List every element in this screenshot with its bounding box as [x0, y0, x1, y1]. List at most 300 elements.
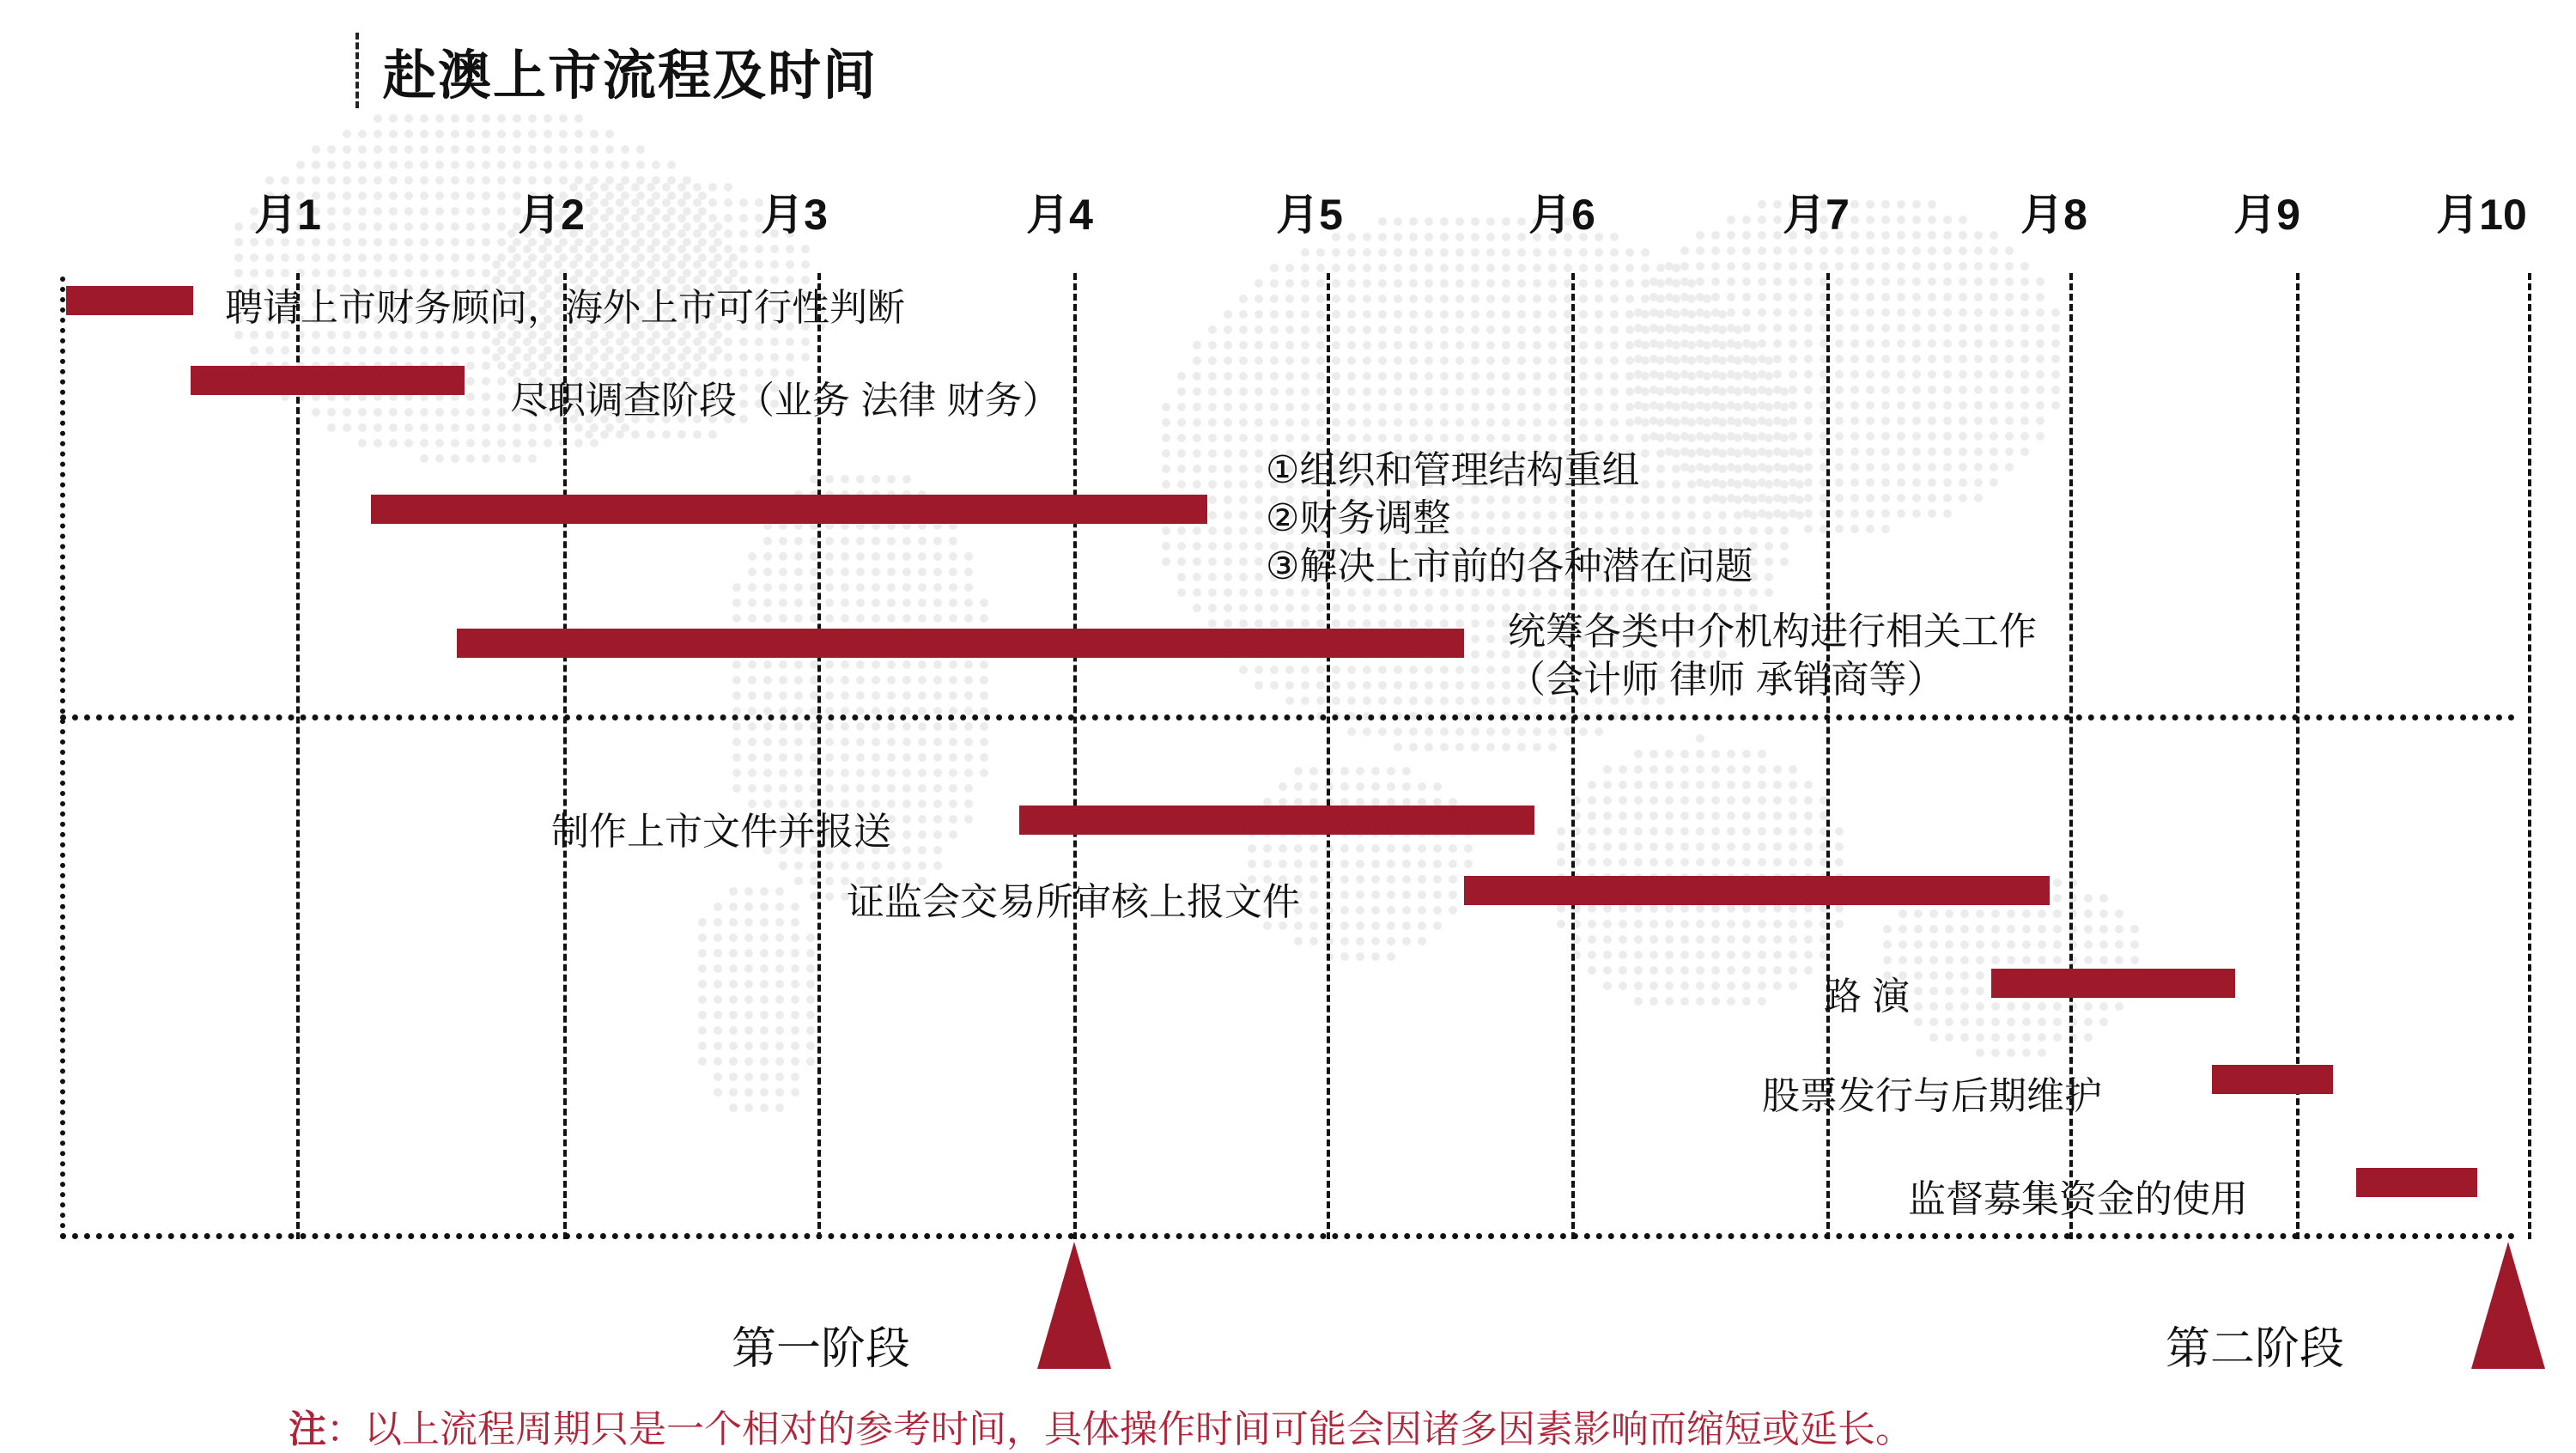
map-dot — [2036, 432, 2044, 441]
map-dot — [1347, 619, 1356, 628]
map-dot — [1881, 262, 1890, 271]
map-dot — [1588, 904, 1596, 913]
map-dot — [732, 738, 741, 746]
map-dot — [1945, 987, 1953, 995]
map-dot — [887, 769, 896, 777]
map-dot — [631, 337, 640, 346]
map-dot — [1394, 248, 1402, 257]
map-dot — [918, 738, 927, 746]
month-label-1: 月1 — [254, 191, 321, 239]
map-dot — [616, 260, 624, 269]
map-dot — [1440, 325, 1449, 334]
map-dot — [358, 346, 367, 355]
map-dot — [590, 130, 598, 138]
map-dot — [1850, 416, 1859, 425]
map-dot — [358, 176, 367, 185]
map-dot — [698, 207, 707, 216]
map-dot — [1835, 246, 1844, 255]
map-dot — [1409, 233, 1418, 241]
map-dot — [856, 568, 865, 576]
map-dot — [2099, 1002, 2108, 1011]
map-dot — [1579, 325, 1588, 334]
map-dot — [662, 229, 671, 238]
map-dot — [1347, 372, 1356, 380]
map-dot — [698, 964, 707, 973]
map-dot — [1912, 231, 1921, 240]
map-dot — [2115, 909, 2123, 918]
map-dot — [1850, 355, 1859, 363]
map-dot — [1727, 401, 1735, 410]
map-dot — [933, 861, 942, 870]
map-dot — [2020, 416, 2029, 425]
map-dot — [569, 337, 578, 346]
map-dot — [744, 980, 753, 988]
map-dot — [801, 353, 810, 362]
map-dot — [1378, 372, 1387, 380]
map-dot — [1866, 324, 1874, 332]
map-dot — [1371, 921, 1380, 930]
map-dot — [1347, 387, 1356, 396]
map-dot — [374, 346, 382, 355]
map-dot — [1301, 681, 1309, 690]
map-dot — [374, 176, 382, 185]
map-dot — [1696, 796, 1704, 805]
map-dot — [1208, 557, 1217, 566]
map-dot — [327, 253, 336, 262]
map-dot — [1371, 906, 1380, 915]
map-dot — [1850, 246, 1859, 255]
map-dot — [1486, 434, 1495, 442]
map-dot — [1990, 355, 1998, 363]
map-dot — [621, 222, 629, 231]
task-label-line: 统筹各类中介机构进行相关工作 — [1508, 611, 2037, 653]
map-dot — [1285, 279, 1294, 288]
map-dot — [1486, 217, 1495, 226]
map-dot — [2053, 909, 2062, 918]
map-dot — [1285, 681, 1294, 690]
map-dot — [1486, 681, 1495, 690]
map-dot — [523, 353, 532, 362]
map-dot — [544, 114, 552, 123]
map-dot — [1742, 966, 1751, 975]
map-dot — [1588, 966, 1596, 975]
map-dot — [1610, 387, 1619, 396]
map-dot — [693, 214, 702, 222]
map-dot — [585, 214, 593, 222]
map-dot — [482, 423, 490, 432]
map-dot — [513, 161, 521, 169]
map-dot — [1517, 743, 1526, 751]
map-dot — [1425, 217, 1433, 226]
map-dot — [559, 145, 568, 154]
map-dot — [1347, 233, 1356, 241]
map-dot — [1773, 447, 1782, 456]
map-dot — [358, 130, 367, 138]
map-dot — [770, 353, 779, 362]
map-dot — [523, 260, 532, 269]
map-dot — [1455, 264, 1464, 272]
map-dot — [933, 552, 942, 561]
map-dot — [1316, 604, 1325, 612]
map-dot — [420, 114, 428, 123]
map-dot — [590, 346, 598, 355]
map-dot — [763, 738, 772, 746]
map-dot — [1850, 216, 1859, 224]
map-dot — [1301, 604, 1309, 612]
month-gridline — [296, 273, 300, 1239]
map-dot — [1294, 937, 1303, 945]
map-dot — [825, 892, 834, 901]
map-dot — [806, 964, 815, 973]
map-dot — [714, 903, 722, 911]
map-dot — [281, 346, 289, 355]
map-dot — [1440, 418, 1449, 427]
map-dot — [1866, 246, 1874, 255]
map-dot — [1804, 904, 1813, 913]
map-dot — [1255, 403, 1263, 411]
map-dot — [1177, 588, 1186, 597]
map-dot — [1866, 355, 1874, 363]
map-dot — [1409, 341, 1418, 350]
map-dot — [1804, 463, 1813, 471]
map-dot — [1789, 339, 1797, 348]
map-dot — [1455, 403, 1464, 411]
map-dot — [435, 454, 444, 463]
map-dot — [389, 222, 398, 231]
map-dot — [729, 1057, 738, 1066]
map-dot — [724, 260, 732, 269]
map-dot — [1835, 494, 1844, 502]
map-dot — [1897, 509, 1905, 518]
map-dot — [528, 423, 537, 432]
map-dot — [404, 253, 413, 262]
map-dot — [358, 439, 367, 447]
map-dot — [1455, 325, 1464, 334]
map-dot — [1603, 966, 1612, 975]
map-dot — [1711, 858, 1720, 866]
map-dot — [1193, 434, 1201, 442]
map-dot — [1316, 619, 1325, 628]
map-dot — [806, 949, 815, 958]
map-dot — [2053, 956, 2062, 964]
map-dot — [296, 161, 305, 169]
map-dot — [1394, 217, 1402, 226]
map-dot — [605, 222, 614, 231]
map-dot — [1471, 681, 1479, 690]
map-dot — [1696, 781, 1704, 789]
map-dot — [420, 253, 428, 262]
map-dot — [2022, 925, 2031, 933]
map-dot — [1928, 416, 1936, 425]
map-dot — [343, 176, 351, 185]
map-dot — [435, 222, 444, 231]
map-dot — [794, 769, 803, 777]
map-dot — [1634, 982, 1643, 990]
map-dot — [1270, 403, 1279, 411]
map-dot — [1162, 465, 1170, 473]
map-dot — [1804, 920, 1813, 928]
map-dot — [265, 346, 274, 355]
map-dot — [1502, 403, 1510, 411]
map-dot — [1332, 418, 1340, 427]
map-dot — [1727, 750, 1735, 758]
map-dot — [1471, 233, 1479, 241]
map-dot — [1804, 246, 1813, 255]
map-dot — [1696, 246, 1704, 255]
map-dot — [1976, 1018, 1984, 1026]
map-dot — [1394, 356, 1402, 365]
map-dot — [1285, 666, 1294, 674]
map-dot — [1162, 557, 1170, 566]
map-dot — [1224, 387, 1232, 396]
map-dot — [1866, 447, 1874, 456]
map-dot — [2005, 308, 2014, 317]
map-dot — [234, 331, 243, 339]
map-dot — [1316, 341, 1325, 350]
map-dot — [652, 222, 660, 231]
map-dot — [1881, 370, 1890, 379]
map-dot — [389, 161, 398, 169]
map-dot — [662, 198, 671, 207]
task-bar — [457, 629, 1464, 658]
map-dot — [918, 614, 927, 623]
map-dot — [1742, 951, 1751, 959]
map-dot — [1649, 401, 1658, 410]
map-dot — [1455, 681, 1464, 690]
map-dot — [662, 214, 671, 222]
map-dot — [748, 691, 756, 700]
map-dot — [652, 253, 660, 262]
map-dot — [714, 964, 722, 973]
map-dot — [1595, 387, 1603, 396]
map-dot — [1455, 696, 1464, 705]
map-dot — [744, 918, 753, 927]
map-dot — [708, 198, 717, 207]
map-dot — [1517, 387, 1526, 396]
map-dot — [1239, 449, 1248, 458]
map-dot — [2005, 262, 2014, 271]
map-dot — [1959, 447, 1967, 456]
map-dot — [1255, 434, 1263, 442]
map-dot — [933, 599, 942, 607]
map-dot — [980, 691, 988, 700]
map-dot — [1634, 858, 1643, 866]
map-dot — [1619, 858, 1627, 866]
map-dot — [1579, 387, 1588, 396]
map-dot — [729, 918, 738, 927]
map-dot — [1758, 951, 1766, 959]
map-dot — [1804, 478, 1813, 487]
map-dot — [1347, 279, 1356, 288]
map-dot — [1835, 370, 1844, 379]
map-dot — [949, 552, 957, 561]
map-dot — [1378, 325, 1387, 334]
map-dot — [1455, 248, 1464, 257]
map-dot — [1285, 295, 1294, 303]
map-dot — [1301, 356, 1309, 365]
map-dot — [1224, 449, 1232, 458]
map-dot — [872, 861, 880, 870]
map-dot — [732, 722, 741, 731]
map-dot — [1945, 909, 1953, 918]
map-dot — [404, 439, 413, 447]
map-dot — [2130, 940, 2139, 949]
map-dot — [631, 183, 640, 192]
map-dot — [1991, 1018, 2000, 1026]
map-dot — [887, 583, 896, 592]
map-dot — [1804, 416, 1813, 425]
map-dot — [1804, 781, 1813, 789]
map-dot — [1588, 842, 1596, 851]
map-dot — [2051, 355, 2060, 363]
map-dot — [1409, 727, 1418, 736]
map-dot — [1804, 339, 1813, 348]
map-dot — [636, 253, 645, 262]
map-dot — [2036, 416, 2044, 425]
map-dot — [1533, 325, 1541, 334]
map-dot — [1912, 308, 1921, 317]
map-dot — [1347, 248, 1356, 257]
map-dot — [631, 198, 640, 207]
map-dot — [1402, 844, 1411, 853]
map-dot — [794, 691, 803, 700]
map-dot — [1758, 370, 1766, 379]
map-dot — [1649, 951, 1658, 959]
map-dot — [1974, 277, 1983, 286]
map-dot — [744, 1103, 753, 1112]
map-dot — [636, 331, 645, 339]
map-dot — [1208, 619, 1217, 628]
map-dot — [1619, 904, 1627, 913]
map-dot — [825, 861, 834, 870]
map-dot — [1239, 310, 1248, 319]
map-dot — [677, 430, 686, 439]
map-dot — [1959, 308, 1967, 317]
map-dot — [748, 660, 756, 669]
map-dot — [1533, 743, 1541, 751]
map-dot — [662, 337, 671, 346]
map-dot — [902, 861, 911, 870]
map-dot — [1402, 937, 1411, 945]
map-dot — [779, 552, 787, 561]
map-dot — [1208, 356, 1217, 365]
map-dot — [1680, 997, 1689, 1006]
map-dot — [1425, 418, 1433, 427]
map-dot — [1425, 403, 1433, 411]
map-dot — [1665, 750, 1674, 758]
map-dot — [2005, 324, 2014, 332]
map-dot — [636, 161, 645, 169]
map-dot — [1533, 279, 1541, 288]
map-dot — [887, 784, 896, 793]
map-dot — [312, 331, 320, 339]
map-dot — [1773, 370, 1782, 379]
map-dot — [1665, 842, 1674, 851]
map-dot — [1680, 842, 1689, 851]
map-dot — [1804, 796, 1813, 805]
map-dot — [1866, 293, 1874, 301]
map-dot — [1974, 463, 1983, 471]
map-dot — [1976, 987, 1984, 995]
map-dot — [482, 362, 490, 370]
map-dot — [775, 949, 784, 958]
map-dot — [1502, 387, 1510, 396]
map-dot — [1773, 386, 1782, 394]
map-dot — [1455, 604, 1464, 612]
map-dot — [918, 660, 927, 669]
map-dot — [2022, 1002, 2031, 1011]
map-dot — [1402, 921, 1411, 930]
map-dot — [1943, 339, 1952, 348]
map-dot — [1711, 308, 1720, 317]
map-dot — [667, 161, 676, 169]
map-dot — [1285, 619, 1294, 628]
map-dot — [1820, 246, 1828, 255]
map-dot — [693, 245, 702, 253]
map-dot — [343, 238, 351, 246]
map-dot — [683, 253, 691, 262]
map-dot — [1696, 858, 1704, 866]
map-dot — [1727, 262, 1735, 271]
map-dot — [1912, 447, 1921, 456]
map-dot — [1193, 449, 1201, 458]
map-dot — [1533, 418, 1541, 427]
map-dot — [2036, 370, 2044, 379]
map-dot — [775, 1103, 784, 1112]
map-dot — [1665, 920, 1674, 928]
map-dot — [482, 161, 490, 169]
map-dot — [1356, 937, 1364, 945]
map-dot — [1378, 696, 1387, 705]
map-dot — [1959, 401, 1967, 410]
map-dot — [1619, 920, 1627, 928]
task-label — [1762, 1065, 2102, 1120]
map-dot — [902, 738, 911, 746]
map-dot — [1665, 277, 1674, 286]
map-dot — [1773, 951, 1782, 959]
map-dot — [677, 229, 686, 238]
map-dot — [748, 599, 756, 607]
map-dot — [902, 583, 911, 592]
map-dot — [744, 1011, 753, 1019]
map-dot — [1418, 891, 1426, 899]
map-dot — [1270, 341, 1279, 350]
map-dot — [729, 1042, 738, 1050]
map-dot — [1486, 696, 1495, 705]
map-dot — [1665, 262, 1674, 271]
map-dot — [1742, 765, 1751, 774]
map-dot — [1394, 696, 1402, 705]
map-dot — [513, 130, 521, 138]
map-dot — [887, 691, 896, 700]
map-dot — [1804, 401, 1813, 410]
map-dot — [887, 722, 896, 731]
map-dot — [234, 253, 243, 262]
map-dot — [1340, 937, 1349, 945]
map-dot — [1363, 696, 1371, 705]
map-dot — [1486, 310, 1495, 319]
map-dot — [1208, 434, 1217, 442]
map-dot — [538, 245, 547, 253]
map-dot — [1758, 827, 1766, 836]
map-dot — [1557, 827, 1565, 836]
map-dot — [358, 192, 367, 200]
map-dot — [1742, 827, 1751, 836]
map-dot — [2022, 1049, 2031, 1057]
map-dot — [482, 238, 490, 246]
map-dot — [1177, 573, 1186, 581]
task-bar — [1019, 806, 1534, 835]
